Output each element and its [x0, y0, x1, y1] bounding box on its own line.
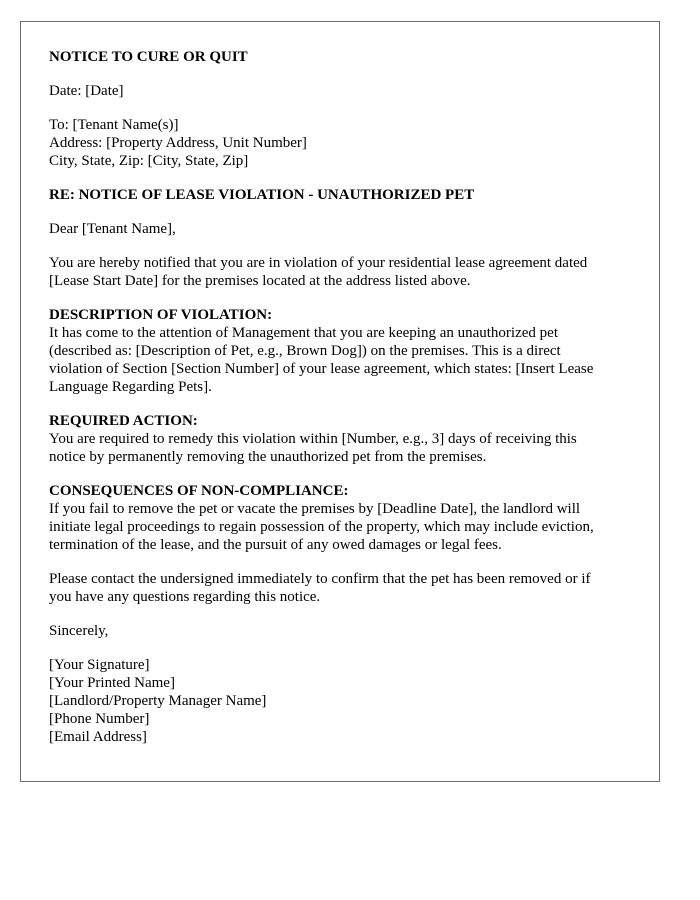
- email-line: [Email Address]: [49, 729, 147, 745]
- spacer: [49, 606, 639, 622]
- spacer: [49, 554, 639, 570]
- signature-block: [49, 656, 639, 746]
- closing: Sincerely,: [49, 623, 109, 639]
- intro-paragraph: [49, 254, 639, 290]
- paragraph-line: You are required to remedy this violation within [Number, e.g., 3] days of receiving this: [49, 431, 577, 447]
- spacer: [49, 466, 639, 482]
- paragraph-line: [Lease Start Date] for the premises located at the address listed above.: [49, 273, 471, 289]
- paragraph-line: you have any questions regarding this notice.: [49, 589, 321, 605]
- spacer: [49, 396, 639, 412]
- required-action-section: [49, 412, 639, 466]
- paragraph-line: Language Regarding Pets].: [49, 379, 212, 395]
- spacer: [49, 100, 639, 116]
- manager-name-line: [Landlord/Property Manager Name]: [49, 693, 267, 709]
- paragraph-line: If you fail to remove the pet or vacate the premises by [Deadline Date], the landlord will: [49, 501, 581, 517]
- printed-name-line: [Your Printed Name]: [49, 675, 175, 691]
- spacer: [49, 66, 639, 82]
- spacer: [49, 640, 639, 656]
- notice-body: [49, 48, 639, 746]
- contact-paragraph: [49, 570, 639, 606]
- notice-title: NOTICE TO CURE OR QUIT: [49, 49, 248, 65]
- paragraph-line: initiate legal proceedings to regain possession of the property, which may include eviction,: [49, 519, 594, 535]
- paragraph-line: termination of the lease, and the pursuit of any owed damages or legal fees.: [49, 537, 502, 553]
- recipient-name: To: [Tenant Name(s)]: [49, 117, 179, 133]
- recipient-address: Address: [Property Address, Unit Number]: [49, 135, 307, 151]
- paragraph-line: notice by permanently removing the unauthorized pet from the premises.: [49, 449, 487, 465]
- spacer: [49, 204, 639, 220]
- paragraph-line: Please contact the undersigned immediately to confirm that the pet has been removed or if: [49, 571, 591, 587]
- spacer: [49, 170, 639, 186]
- paragraph-line: It has come to the attention of Management that you are keeping an unauthorized pet: [49, 325, 558, 341]
- spacer: [49, 290, 639, 306]
- signature-line: [Your Signature]: [49, 657, 150, 673]
- section-heading: CONSEQUENCES OF NON-COMPLIANCE:: [49, 483, 349, 499]
- date-line: Date: [Date]: [49, 83, 124, 99]
- subject-line: RE: NOTICE OF LEASE VIOLATION - UNAUTHORIZED PET: [49, 187, 475, 203]
- recipient-block: [49, 116, 639, 170]
- paragraph-line: (described as: [Description of Pet, e.g., Brown Dog]) on the premises. This is a direct: [49, 343, 561, 359]
- phone-line: [Phone Number]: [49, 711, 150, 727]
- section-heading: REQUIRED ACTION:: [49, 413, 198, 429]
- recipient-city: City, State, Zip: [City, State, Zip]: [49, 153, 249, 169]
- spacer: [49, 238, 639, 254]
- consequences-section: [49, 482, 639, 554]
- section-heading: DESCRIPTION OF VIOLATION:: [49, 307, 273, 323]
- paragraph-line: violation of Section [Section Number] of your lease agreement, which states: [Insert Lease: [49, 361, 594, 377]
- paragraph-line: You are hereby notified that you are in violation of your residential lease agreement dated: [49, 255, 588, 271]
- violation-section: [49, 306, 639, 396]
- salutation: Dear [Tenant Name],: [49, 221, 176, 237]
